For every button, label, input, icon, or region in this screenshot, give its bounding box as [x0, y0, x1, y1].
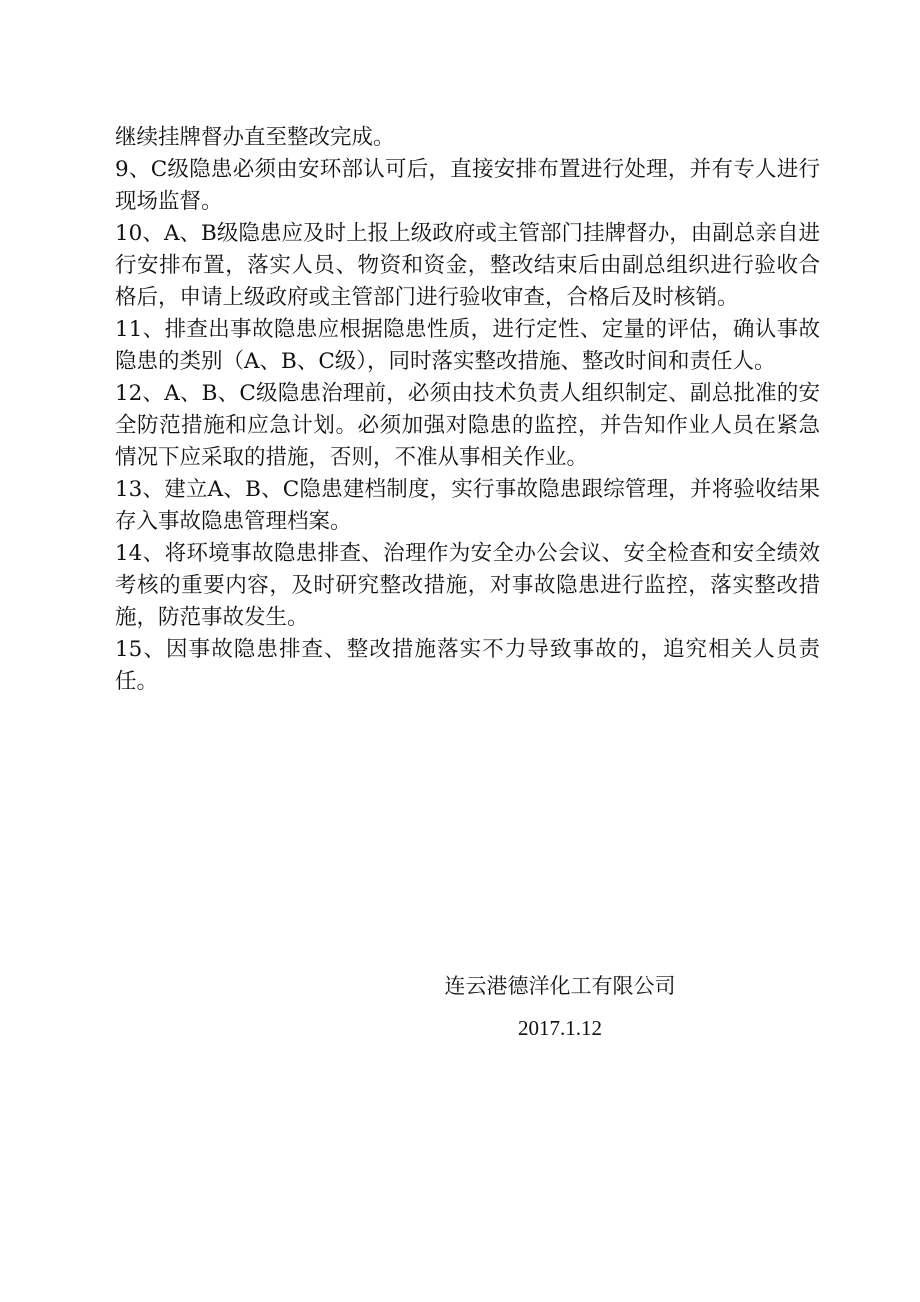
paragraph-item-14: 14、将环境事故隐患排查、治理作为安全办公会议、安全检查和安全绩效考核的重要内容，及时研究整改措施，对事故隐患进行监控，落实整改措施，防范事故发生。: [115, 541, 820, 630]
paragraph-item-10: 10、A、B级隐患应及时上报上级政府或主管部门挂牌督办，由副总亲自进行安排布置，落实人员、物资和资金，整改结束后由副总组织进行验收合格后，申请上级政府或主管部门进行验收审查，合格后及时核销。: [115, 221, 820, 310]
paragraph-item-9: 9、C级隐患必须由安环部认可后，直接安排布置进行处理，并有专人进行现场监督。: [115, 157, 820, 214]
paragraph-item-13: 13、建立A、B、C隐患建档制度，实行事故隐患跟综管理，并将验收结果存入事故隐患管理档案。: [115, 477, 820, 534]
document-date: 2017.1.12: [518, 1016, 602, 1040]
paragraph-item-11: 11、排查出事故隐患应根据隐患性质，进行定性、定量的评估，确认事故隐患的类别（A、B、C级），同时落实整改措施、整改时间和责任人。: [115, 317, 820, 374]
paragraph-continuation: 继续挂牌督办直至整改完成。: [115, 125, 395, 150]
paragraph-item-15: 15、因事故隐患排查、整改措施落实不力导致事故的，追究相关人员责任。: [115, 637, 820, 694]
document-body: [115, 122, 820, 698]
paragraph-item-12: 12、A、B、C级隐患治理前，必须由技术负责人组织制定、副总批准的安全防范措施和应急计划。必须加强对隐患的监控，并告知作业人员在紧急情况下应采取的措施，否则，不准从事相关作业。: [115, 381, 820, 470]
company-name: 连云港德洋化工有限公司: [444, 974, 676, 998]
